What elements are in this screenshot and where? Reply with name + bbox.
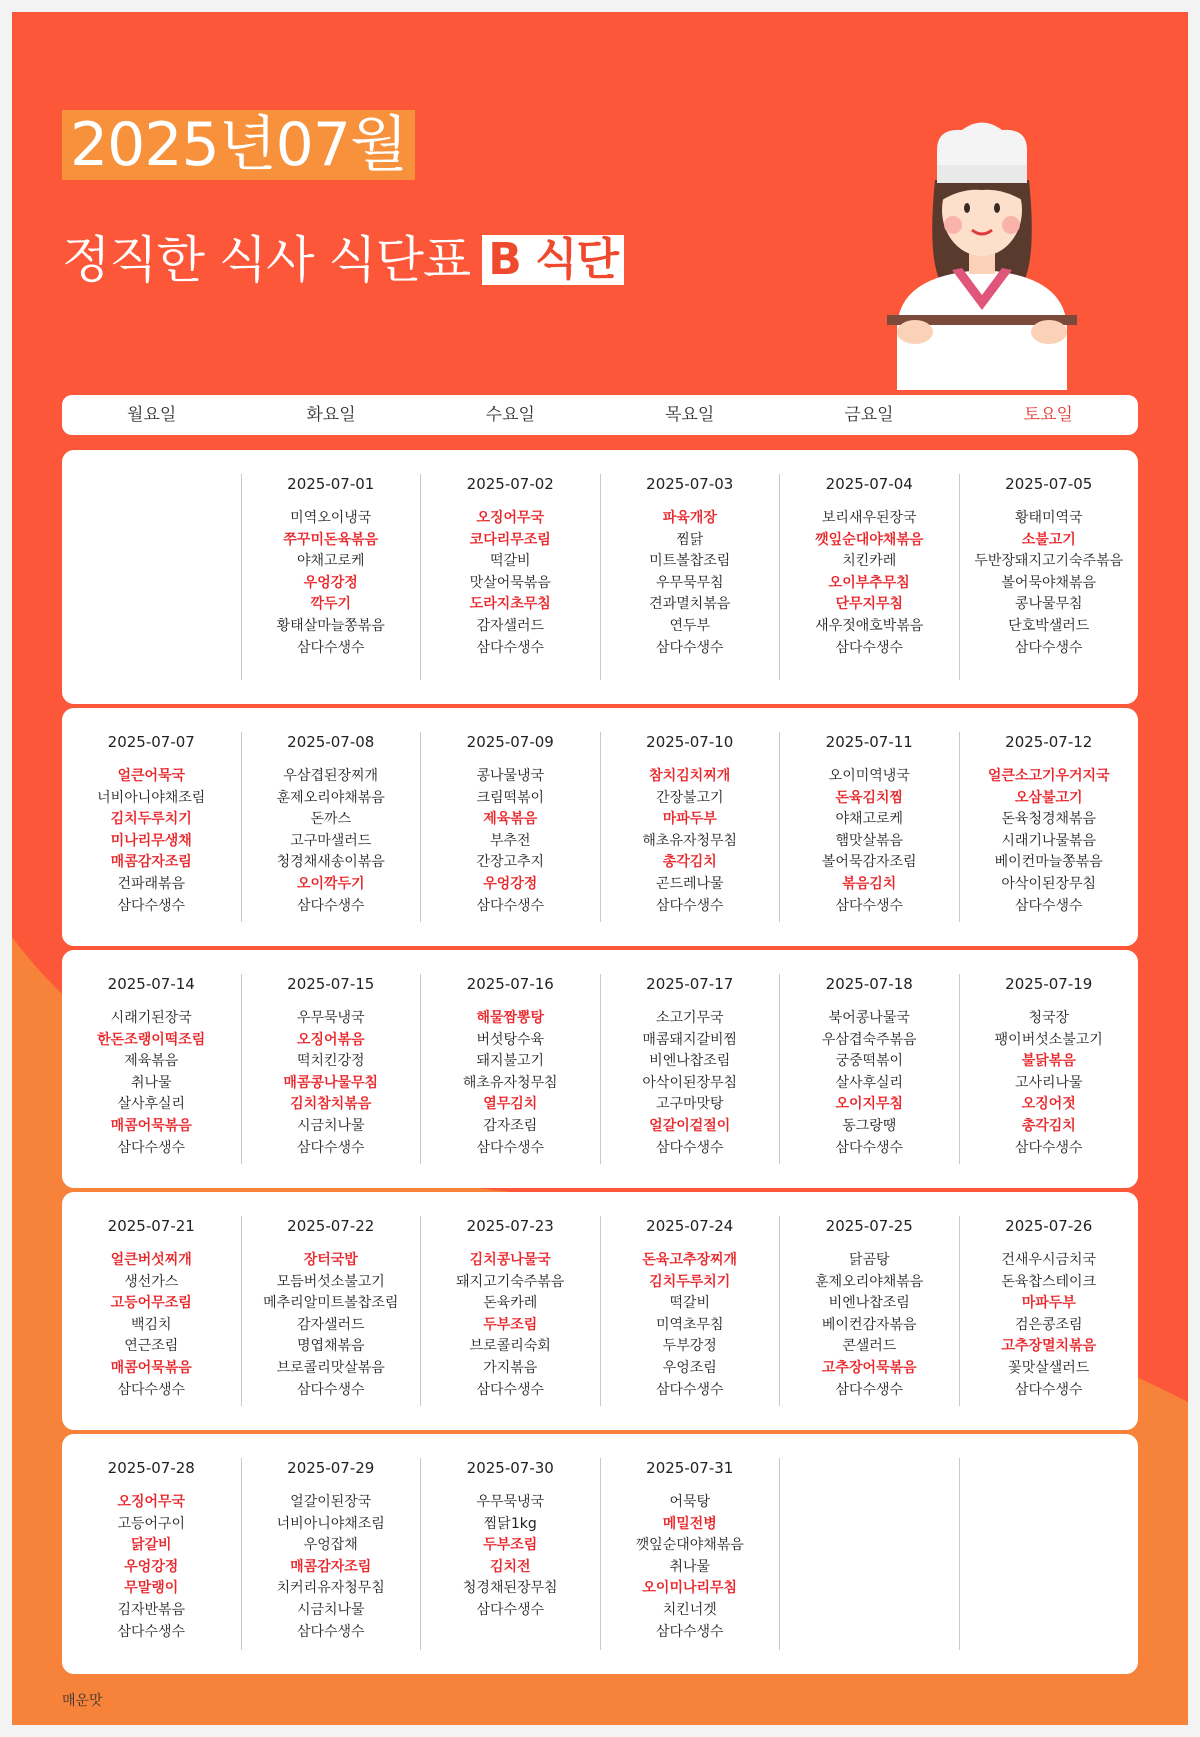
- menu-item: 고구마샐러드: [290, 832, 372, 849]
- menu-item: 아삭이된장무침: [1001, 875, 1097, 892]
- menu-item-spicy: 소불고기: [1021, 531, 1076, 548]
- weekday-header: [62, 395, 1138, 435]
- day-cell: [62, 974, 241, 1164]
- day-date: 2025-07-03: [646, 475, 734, 493]
- menu-item: 비엔나찹조림: [828, 1295, 910, 1312]
- menu-item-spicy: 제육볶음: [483, 811, 538, 828]
- menu-item-spicy: 무말랭이: [124, 1580, 179, 1597]
- menu-item: 깻잎순대야채볶음: [635, 1537, 744, 1554]
- menu-item: 견과멸치볶음: [649, 596, 731, 613]
- page-title: [62, 230, 624, 290]
- menu-item: 곤드레나물: [655, 875, 724, 892]
- day-cell: [241, 1458, 421, 1650]
- menu-item-spicy: 불닭볶음: [1021, 1053, 1076, 1070]
- menu-item-spicy: 오징어볶음: [296, 1031, 365, 1048]
- day-cell: [62, 732, 241, 922]
- menu-item-spicy: 얼큰어묵국: [117, 768, 186, 784]
- menu-item-spicy: 매콤콩나물무침: [283, 1074, 379, 1091]
- menu-item: 콘샐러드: [842, 1338, 897, 1355]
- menu-item: 고구마맛탕: [655, 1096, 724, 1113]
- menu-item: 훈제오리야채볶음: [276, 789, 385, 806]
- day-date: 2025-07-10: [646, 733, 734, 751]
- day-date: 2025-07-01: [287, 475, 375, 493]
- day-date: 2025-07-09: [466, 733, 554, 751]
- menu-item: 생선가스: [124, 1273, 179, 1290]
- menu-item: 삼다수생수: [835, 639, 904, 656]
- menu-item: 삼다수생수: [835, 1139, 904, 1156]
- menu-item-spicy: 얼큰소고기우거지국: [987, 768, 1110, 784]
- menu-item: 삼다수생수: [1014, 1139, 1083, 1156]
- day-cell: [420, 974, 600, 1164]
- menu-item: 감자샐러드: [476, 617, 545, 634]
- menu-item: 삼다수생수: [296, 897, 365, 914]
- menu-item-spicy: 김치두루치기: [110, 811, 192, 828]
- day-cell: [779, 974, 959, 1164]
- menu-item: 동그랑땡: [842, 1117, 897, 1134]
- menu-item: 미트볼찹조림: [649, 553, 731, 570]
- menu-item: 검은콩조림: [1014, 1316, 1083, 1333]
- menu-item: 청경채된장무침: [462, 1580, 558, 1597]
- menu-item-spicy: 깍두기: [310, 596, 352, 613]
- menu-item-spicy: 한돈조랭이떡조림: [97, 1031, 206, 1048]
- menu-item-spicy: 닭갈비: [130, 1537, 172, 1554]
- menu-item: 두반장돼지고기숙주볶음: [974, 553, 1124, 570]
- menu-item: 황태살마늘쫑볶음: [276, 617, 385, 634]
- day-cell: [959, 732, 1139, 922]
- day-cell: [600, 732, 780, 922]
- chef-illustration: [887, 110, 1077, 390]
- menu-item-spicy: 파육개장: [662, 510, 717, 526]
- day-date: 2025-07-16: [466, 975, 554, 993]
- menu-item: 살사후실리: [835, 1074, 904, 1091]
- menu-item: 팽이버섯소불고기: [994, 1031, 1103, 1048]
- menu-item-spicy: 열무김치: [483, 1096, 538, 1113]
- menu-item-spicy: 단무지무침: [835, 596, 904, 613]
- menu-item-spicy: 김치참치볶음: [290, 1096, 372, 1113]
- menu-item-spicy: 총각김치: [1021, 1117, 1076, 1134]
- menu-item-spicy: 깻잎순대야채볶음: [815, 531, 924, 548]
- day-date: 2025-07-22: [287, 1217, 375, 1235]
- day-cell: [779, 1458, 959, 1650]
- day-date: 2025-07-31: [646, 1459, 734, 1477]
- menu-item-spicy: 김치두루치기: [649, 1273, 731, 1290]
- menu-item-spicy: 오이부추무침: [828, 574, 910, 591]
- menu-item: 훈제오리야채볶음: [815, 1273, 924, 1290]
- menu-item: 치킨카레: [842, 553, 897, 570]
- menu-item: 삼다수생수: [117, 1623, 186, 1640]
- menu-item: 맛살어묵볶음: [469, 574, 551, 591]
- menu-item: 삼다수생수: [835, 1381, 904, 1398]
- week-row: [62, 950, 1138, 1188]
- menu-item-spicy: 메밀전병: [662, 1515, 717, 1532]
- day-cell: [600, 1458, 780, 1650]
- menu-item-spicy: 얼큰버섯찌개: [110, 1252, 192, 1268]
- menu-item: 시금치나물: [296, 1117, 365, 1134]
- day-cell: [62, 474, 241, 680]
- menu-item: 삼다수생수: [1014, 897, 1083, 914]
- menu-item: 찜닭1kg: [483, 1515, 537, 1532]
- menu-item: 해초유자청무침: [642, 832, 738, 849]
- day-date: 2025-07-07: [107, 733, 195, 751]
- menu-item-spicy: 볶음김치: [842, 875, 897, 892]
- menu-item: 볼어묵야채볶음: [1001, 574, 1097, 591]
- menu-item: 돈육찹스테이크: [1001, 1273, 1097, 1290]
- menu-item: 건파래볶음: [117, 875, 186, 892]
- day-cell: [779, 732, 959, 922]
- menu-item: 간장고추지: [476, 854, 545, 871]
- menu-item-spicy: 우엉강정: [483, 875, 538, 892]
- day-date: 2025-07-08: [287, 733, 375, 751]
- menu-item: 삼다수생수: [1014, 639, 1083, 656]
- week-row: [62, 708, 1138, 946]
- menu-item: 삼다수생수: [476, 639, 545, 656]
- menu-item-spicy: 돈육김치찜: [835, 789, 904, 806]
- menu-item: 취나물: [130, 1074, 172, 1091]
- menu-item: 치킨너겟: [662, 1601, 717, 1618]
- menu-item-spicy: 우엉강정: [124, 1558, 179, 1575]
- menu-item: 콩나물냉국: [476, 768, 545, 784]
- menu-item: 간장불고기: [655, 789, 724, 806]
- day-cell: [600, 474, 780, 680]
- weekday-fri: 금요일: [844, 405, 894, 425]
- menu-item: 돈육카레: [483, 1295, 538, 1312]
- day-date: 2025-07-19: [1005, 975, 1093, 993]
- menu-item: 삼다수생수: [296, 1623, 365, 1640]
- menu-item: 시래기된장국: [110, 1010, 192, 1026]
- day-cell: [241, 1216, 421, 1406]
- menu-item-spicy: 참치김치찌개: [649, 768, 731, 784]
- menu-item: 떡치킨강정: [296, 1053, 365, 1070]
- week-row: [62, 450, 1138, 704]
- menu-item: 삼다수생수: [296, 1139, 365, 1156]
- day-cell: [779, 1216, 959, 1406]
- menu-item: 청경채새송이볶음: [276, 854, 385, 871]
- menu-item: 햄맛살볶음: [835, 832, 904, 849]
- day-cell: [241, 474, 421, 680]
- weekday-wed: 수요일: [485, 405, 535, 425]
- menu-item: 아삭이된장무침: [642, 1074, 738, 1091]
- menu-item: 어묵탕: [669, 1494, 711, 1510]
- day-cell: [959, 1458, 1139, 1650]
- menu-item: 삼다수생수: [476, 1601, 545, 1618]
- menu-item-spicy: 마파두부: [1021, 1295, 1076, 1312]
- menu-item: 치커리유자청무침: [276, 1580, 385, 1597]
- menu-item-spicy: 쭈꾸미돈육볶음: [283, 531, 379, 548]
- menu-item: 시금치나물: [296, 1601, 365, 1618]
- menu-item: 단호박샐러드: [1008, 617, 1090, 634]
- menu-item: 삼다수생수: [117, 1139, 186, 1156]
- day-cell: [959, 1216, 1139, 1406]
- day-date: 2025-07-17: [646, 975, 734, 993]
- menu-item-spicy: 고추장어묵볶음: [821, 1359, 917, 1376]
- menu-item-spicy: 돈육고추장찌개: [642, 1252, 738, 1268]
- day-date: 2025-07-25: [825, 1217, 913, 1235]
- menu-item: 오이미역냉국: [828, 768, 910, 784]
- menu-item-spicy: 매콤어묵볶음: [110, 1359, 192, 1376]
- menu-item: 브로콜리숙회: [469, 1338, 551, 1355]
- menu-item: 삼다수생수: [117, 1381, 186, 1398]
- menu-item: 감자샐러드: [296, 1316, 365, 1333]
- menu-item-spicy: 두부조림: [483, 1316, 538, 1333]
- menu-item: 크림떡볶이: [476, 789, 545, 806]
- menu-item: 고사리나물: [1014, 1074, 1083, 1091]
- day-date: 2025-07-04: [825, 475, 913, 493]
- menu-item-spicy: 얼갈이겉절이: [649, 1117, 731, 1134]
- menu-item: 돼지고기숙주볶음: [456, 1273, 565, 1290]
- menu-item: 제육볶음: [124, 1053, 179, 1070]
- menu-item: 감자조림: [483, 1117, 538, 1134]
- menu-item: 삼다수생수: [476, 897, 545, 914]
- menu-poster: [12, 12, 1188, 1725]
- day-cell: [420, 732, 600, 922]
- menu-item: 베이컨마늘쫑볶음: [994, 854, 1103, 871]
- menu-item: 삼다수생수: [476, 1381, 545, 1398]
- menu-type-badge: B 식단: [482, 235, 624, 285]
- day-date: 2025-07-12: [1005, 733, 1093, 751]
- menu-item-spicy: 장터국밥: [303, 1252, 358, 1268]
- title-text: 정직한 식사 식단표: [62, 231, 471, 289]
- menu-item: 새우젓애호박볶음: [815, 617, 924, 634]
- menu-item: 부추전: [489, 832, 531, 849]
- menu-item: 우무묵냉국: [296, 1010, 365, 1026]
- menu-item: 꽃맛살샐러드: [1008, 1359, 1090, 1376]
- day-cell: [600, 1216, 780, 1406]
- legend-spicy: 매운맛: [62, 1693, 103, 1709]
- menu-item-spicy: 코다리무조림: [469, 531, 551, 548]
- menu-item-spicy: 두부조림: [483, 1537, 538, 1554]
- year-month-title: 2025년07월: [62, 110, 415, 180]
- menu-item-spicy: 매콤감자조림: [290, 1558, 372, 1575]
- menu-item: 북어콩나물국: [828, 1010, 910, 1026]
- menu-item: 삼다수생수: [476, 1139, 545, 1156]
- menu-item-spicy: 김치전: [489, 1558, 531, 1575]
- day-cell: [959, 474, 1139, 680]
- menu-item-spicy: 총각김치: [662, 854, 717, 871]
- menu-item: 떡갈비: [489, 553, 531, 570]
- menu-item-spicy: 매콤감자조림: [110, 854, 192, 871]
- day-cell: [779, 474, 959, 680]
- menu-item-spicy: 매콤어묵볶음: [110, 1117, 192, 1134]
- menu-item: 청국장: [1028, 1010, 1070, 1026]
- menu-item: 가지볶음: [483, 1359, 538, 1376]
- menu-item: 삼다수생수: [655, 639, 724, 656]
- day-date: 2025-07-28: [107, 1459, 195, 1477]
- day-cell: [959, 974, 1139, 1164]
- day-date: 2025-07-14: [107, 975, 195, 993]
- day-date: 2025-07-11: [825, 733, 913, 751]
- menu-item: 볼어묵감자조림: [821, 854, 917, 871]
- menu-item-spicy: 오삼불고기: [1014, 789, 1083, 806]
- menu-item: 명엽채볶음: [296, 1338, 365, 1355]
- day-cell: [241, 974, 421, 1164]
- menu-item: 미역오이냉국: [290, 510, 372, 526]
- menu-item: 우무묵무침: [655, 574, 724, 591]
- menu-item: 메추리알미트볼찹조림: [263, 1295, 399, 1312]
- menu-item: 우삼겹숙주볶음: [821, 1031, 917, 1048]
- menu-item-spicy: 오이미나리무침: [642, 1580, 738, 1597]
- menu-item: 우삼겹된장찌개: [283, 768, 379, 784]
- menu-item: 연두부: [669, 617, 711, 634]
- day-date: 2025-07-05: [1005, 475, 1093, 493]
- menu-item-spicy: 고추장멸치볶음: [1001, 1338, 1097, 1355]
- menu-item: 야채고로케: [296, 553, 365, 570]
- menu-item: 고등어구이: [117, 1515, 186, 1532]
- day-date: 2025-07-26: [1005, 1217, 1093, 1235]
- menu-item: 우무묵냉국: [476, 1494, 545, 1510]
- menu-item: 닭곰탕: [848, 1252, 890, 1268]
- menu-item-spicy: 도라지초무침: [469, 596, 551, 613]
- menu-item: 모듬버섯소불고기: [276, 1273, 385, 1290]
- menu-item: 비엔나찹조림: [649, 1053, 731, 1070]
- menu-item-spicy: 김치콩나물국: [469, 1252, 551, 1268]
- menu-item: 삼다수생수: [655, 1623, 724, 1640]
- day-cell: [62, 1216, 241, 1406]
- menu-item: 콩나물무침: [1014, 596, 1083, 613]
- day-date: 2025-07-23: [466, 1217, 554, 1235]
- menu-item: 삼다수생수: [835, 897, 904, 914]
- menu-item: 베이컨감자볶음: [821, 1316, 917, 1333]
- day-cell: [62, 1458, 241, 1650]
- menu-item: 해초유자청무침: [462, 1074, 558, 1091]
- week-row: [62, 1192, 1138, 1430]
- menu-item-spicy: 고등어무조림: [110, 1295, 192, 1312]
- menu-item: 삼다수생수: [655, 897, 724, 914]
- day-date: 2025-07-24: [646, 1217, 734, 1235]
- menu-item: 백김치: [130, 1316, 172, 1333]
- day-cell: [420, 1458, 600, 1650]
- menu-item: 너비아니야채조림: [276, 1515, 385, 1532]
- menu-item: 살사후실리: [117, 1096, 186, 1113]
- menu-item: 삼다수생수: [117, 897, 186, 914]
- day-cell: [600, 974, 780, 1164]
- menu-item: 취나물: [669, 1558, 711, 1575]
- menu-item-spicy: 오이깍두기: [296, 875, 365, 892]
- menu-item: 떡갈비: [669, 1295, 711, 1312]
- menu-item: 삼다수생수: [296, 639, 365, 656]
- day-cell: [420, 474, 600, 680]
- menu-item: 우엉조림: [662, 1359, 717, 1376]
- menu-item-spicy: 오이지무침: [835, 1096, 904, 1113]
- week-row: [62, 1434, 1138, 1674]
- menu-item: 찜닭: [676, 531, 704, 548]
- menu-item: 돈까스: [310, 811, 352, 828]
- weekday-tue: 화요일: [306, 405, 356, 425]
- menu-item: 미역초무침: [655, 1316, 724, 1333]
- menu-item: 소고기무국: [655, 1010, 724, 1026]
- day-date: 2025-07-21: [107, 1217, 195, 1235]
- menu-item: 삼다수생수: [1014, 1381, 1083, 1398]
- menu-item-spicy: 오징어무국: [117, 1494, 186, 1510]
- day-date: 2025-07-02: [466, 475, 554, 493]
- weekday-mon: 월요일: [127, 405, 177, 425]
- menu-item: 돈육청경채볶음: [1001, 811, 1097, 828]
- menu-item: 시래기나물볶음: [1001, 832, 1097, 849]
- menu-item: 보리새우된장국: [821, 510, 917, 526]
- menu-item: 두부강정: [662, 1338, 717, 1355]
- menu-item: 궁중떡볶이: [835, 1053, 904, 1070]
- weekday-sat: 토요일: [1023, 405, 1073, 425]
- menu-item: 우엉잡채: [303, 1537, 358, 1554]
- menu-item: 삼다수생수: [296, 1381, 365, 1398]
- menu-item-spicy: 마파두부: [662, 811, 717, 828]
- day-date: 2025-07-18: [825, 975, 913, 993]
- day-cell: [420, 1216, 600, 1406]
- menu-item: 너비아니야채조림: [97, 789, 206, 806]
- menu-item: 삼다수생수: [655, 1139, 724, 1156]
- menu-item: 연근조림: [124, 1338, 179, 1355]
- menu-item: 황태미역국: [1014, 510, 1083, 526]
- menu-item: 건새우시금치국: [1001, 1252, 1097, 1268]
- menu-item-spicy: 해물짬뽕탕: [476, 1010, 545, 1026]
- menu-item-spicy: 미나리무생채: [110, 832, 192, 849]
- weekday-thu: 목요일: [665, 405, 715, 425]
- menu-item-spicy: 오징어무국: [476, 510, 545, 526]
- menu-item: 삼다수생수: [655, 1381, 724, 1398]
- menu-item: 매콤돼지갈비찜: [642, 1031, 738, 1048]
- day-date: 2025-07-15: [287, 975, 375, 993]
- menu-item: 김자반볶음: [117, 1601, 186, 1618]
- day-cell: [241, 732, 421, 922]
- menu-item: 돼지불고기: [476, 1053, 545, 1070]
- menu-item: 얼갈이된장국: [290, 1494, 372, 1510]
- menu-item-spicy: 우엉강정: [303, 574, 358, 591]
- day-date: 2025-07-29: [287, 1459, 375, 1477]
- day-date: 2025-07-30: [466, 1459, 554, 1477]
- menu-item-spicy: 오징어젓: [1021, 1096, 1076, 1113]
- menu-item: 야채고로케: [835, 811, 904, 828]
- menu-item: 버섯탕수육: [476, 1031, 545, 1048]
- menu-item: 브로콜리맛살볶음: [276, 1359, 385, 1376]
